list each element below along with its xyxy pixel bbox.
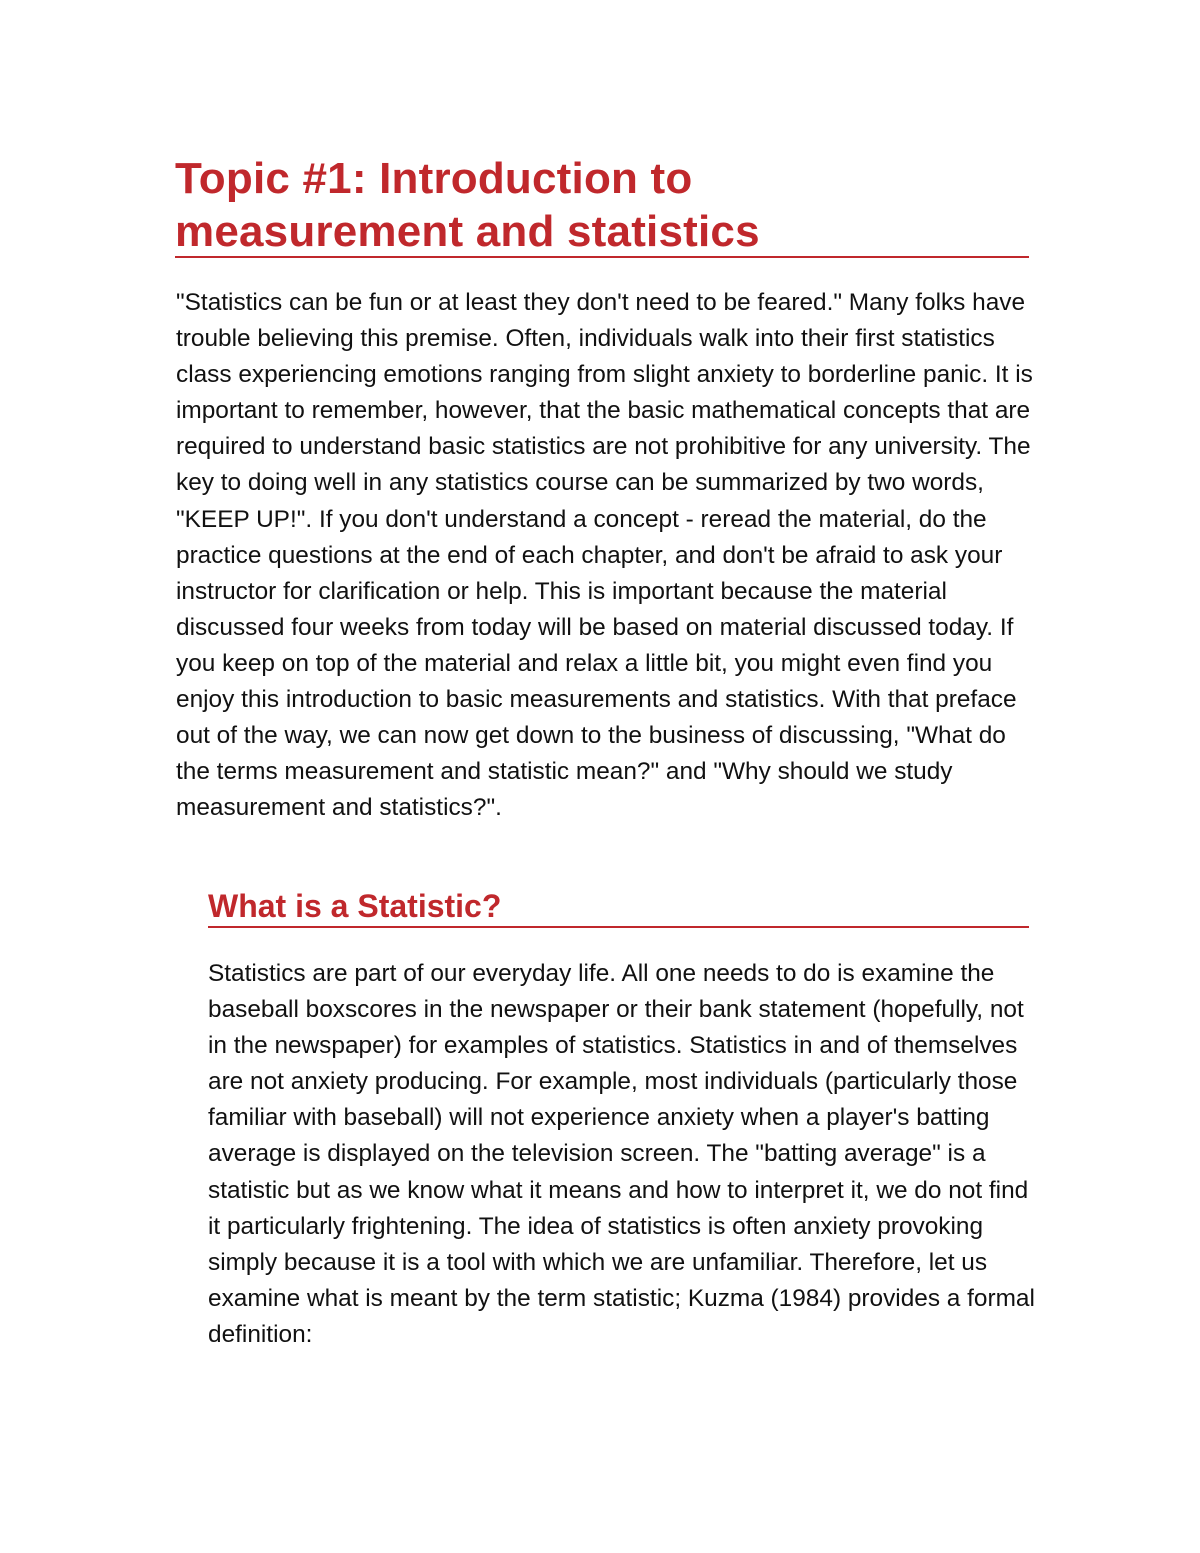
page-title-line-2: measurement and statistics: [175, 207, 760, 256]
section-heading: What is a Statistic?: [208, 888, 502, 924]
page-title: [175, 152, 1028, 258]
title-underline: [175, 256, 1029, 258]
intro-paragraph: "Statistics can be fun or at least they don't need to be feared." Many folks have trouble believing this premise. Often, individuals walk into their first statistics class experiencing emotions ranging from slight anxiety to borderline panic. It is important to remember, however, that the basic mathematical concepts that are required to understand basic statistics are not prohibitive for any university. The key to doing well in any statistics course can be summarized by two words, "KEEP UP!". If you don't understand a concept - reread the material, do the practice questions at the end of each chapter, and don't be afraid to ask your instructor for clarification or help. This is important because the material discussed four weeks from today will be based on material discussed today. If you keep on top of the material and relax a little bit, you might even find you enjoy this introduction to basic measurements and statistics. With that preface out of the way, we can now get down to the business of discussing, "What do the terms measurement and statistic mean?" and "Why should we study measurement and statistics?".: [176, 289, 1033, 822]
section-underline: [208, 926, 1029, 928]
section-paragraph: Statistics are part of our everyday life. All one needs to do is examine the baseball boxscores in the newspaper or their bank statement (hopefully, not in the newspaper) for examples of statistics. Statistics in and of themselves are not anxiety producing. For example, most individuals (particularly those familiar with baseball) will not experience anxiety when a player's batting average is displayed on the television screen. The "batting average" is a statistic but as we know what it means and how to interpret it, we do not find it particularly frightening. The idea of statistics is often anxiety provoking simply because it is a tool with which we are unfamiliar. Therefore, let us examine what is meant by the term statistic; Kuzma (1984) provides a formal definition:: [208, 960, 1035, 1348]
page-title-line-1: Topic #1: Introduction to: [175, 154, 693, 203]
